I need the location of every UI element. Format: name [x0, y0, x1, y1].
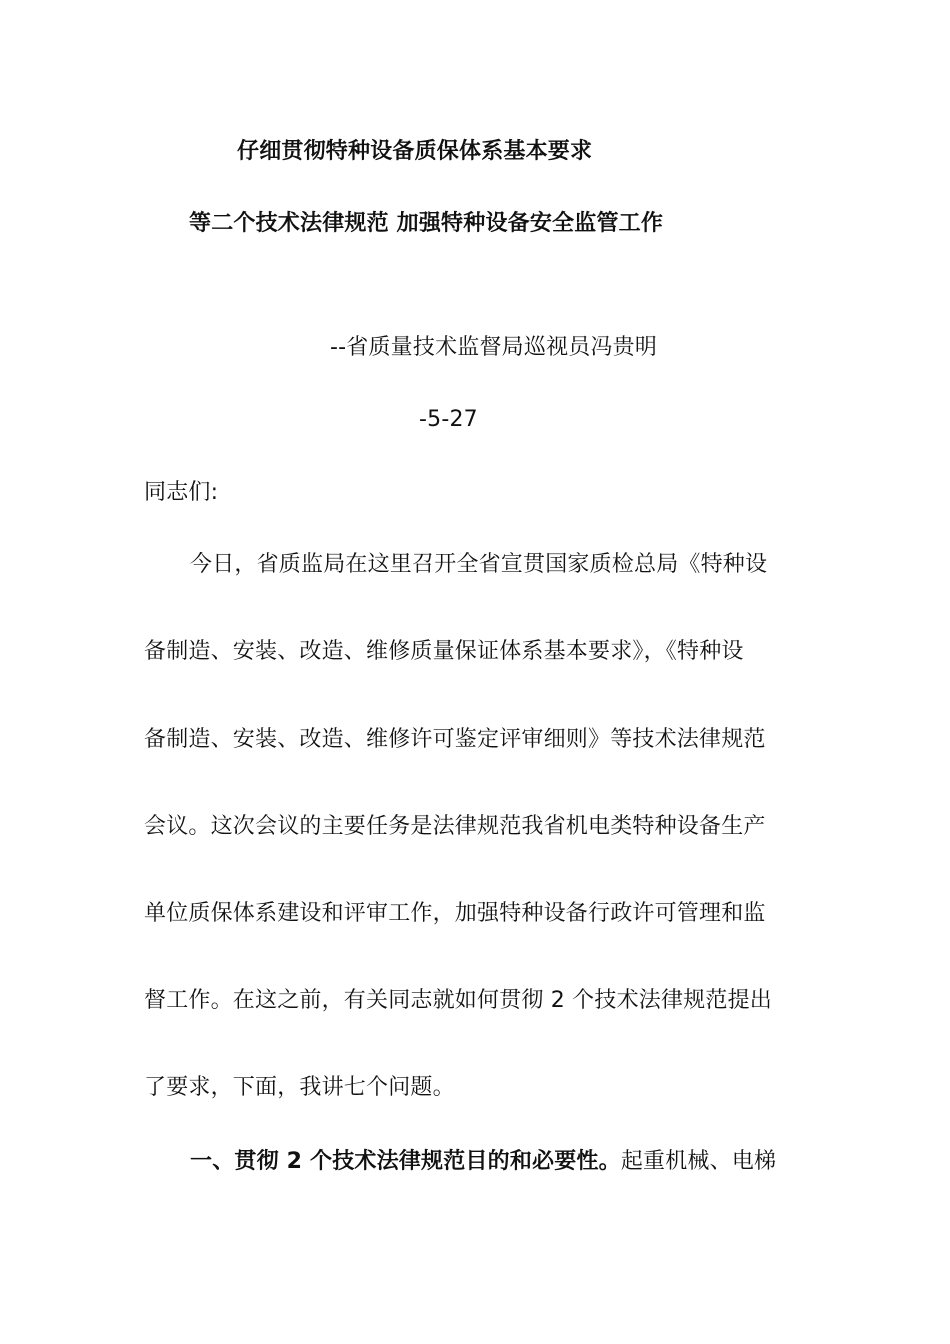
paragraph-line: 今日，省质监局在这里召开全省宣贯国家质检总局《特种设: [190, 552, 768, 577]
section-1-line: [190, 1147, 776, 1177]
document-title-line-2: 等二个技术法律规范 加强特种设备安全监管工作: [189, 211, 664, 236]
salutation: 同志们:: [144, 480, 219, 505]
paragraph-line: 备制造、安装、改造、维修许可鉴定评审细则》等技术法律规范: [144, 727, 766, 752]
section-heading: 一、贯彻 2 个技术法律规范目的和必要性。: [190, 1149, 621, 1174]
section-text: 起重机械、电梯: [620, 1149, 777, 1174]
paragraph-line: 了要求，下面，我讲七个问题。: [144, 1075, 455, 1100]
date-line: -5-27: [419, 407, 478, 432]
paragraph-line: 单位质保体系建设和评审工作，加强特种设备行政许可管理和监: [144, 901, 766, 926]
paragraph-line: 会议。这次会议的主要任务是法律规范我省机电类特种设备生产: [144, 814, 766, 839]
paragraph-line: 备制造、安装、改造、维修质量保证体系基本要求》，《特种设: [144, 639, 744, 664]
paragraph-line: 督工作。在这之前，有关同志就如何贯彻 2 个技术法律规范提出: [144, 988, 772, 1013]
author-line: --省质量技术监督局巡视员冯贵明: [330, 335, 658, 360]
document-title-line-1: 仔细贯彻特种设备质保体系基本要求: [237, 139, 593, 164]
